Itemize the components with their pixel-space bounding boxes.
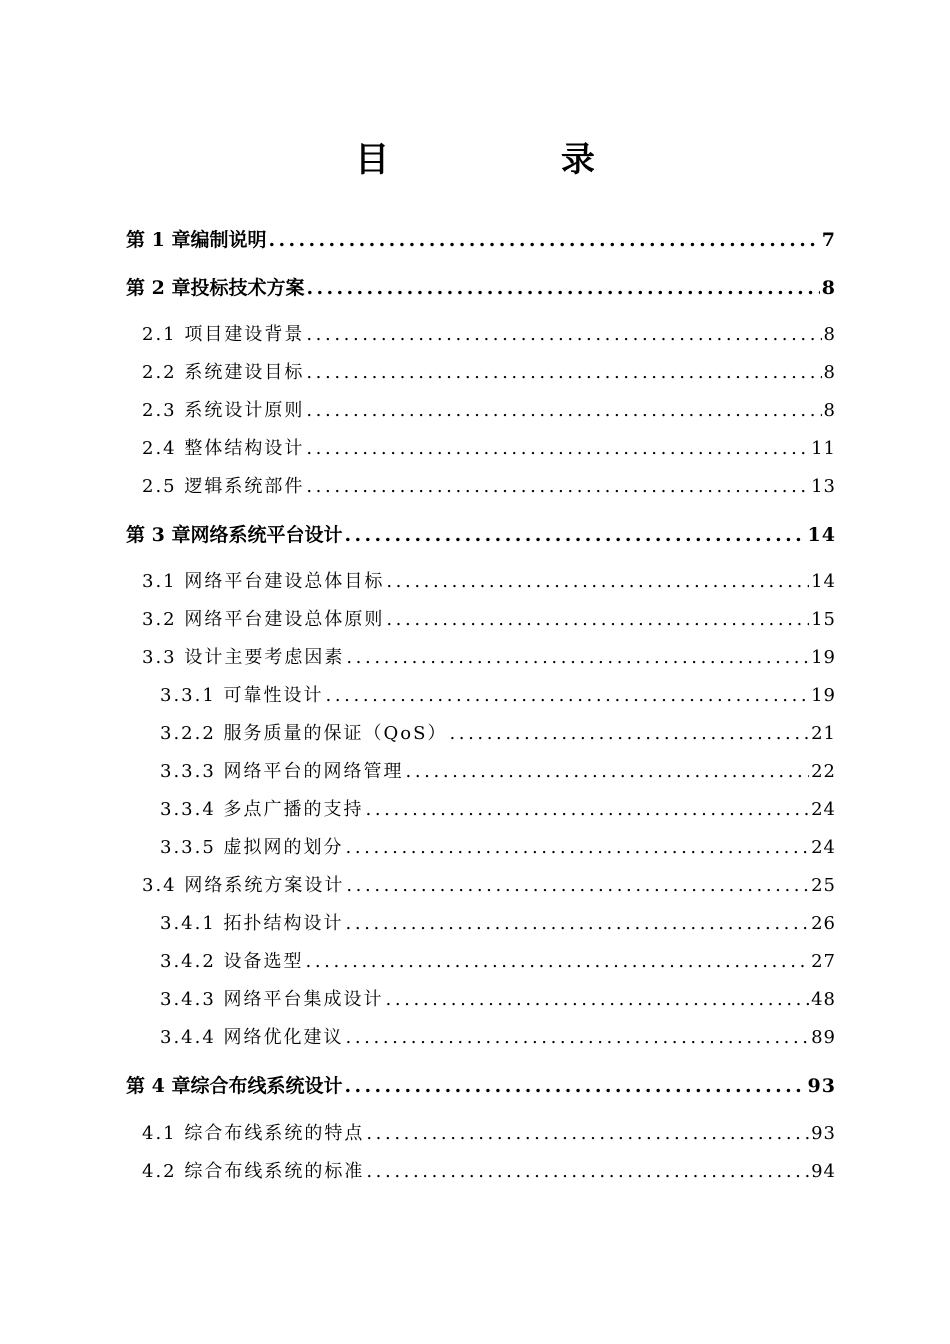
toc-dot-leader bbox=[306, 396, 821, 426]
toc-entry-label: 3.2.2 服务质量的保证（QoS） bbox=[160, 723, 448, 744]
toc-entry[interactable] bbox=[126, 1071, 836, 1101]
toc-dot-leader bbox=[346, 643, 809, 673]
toc-dot-leader bbox=[346, 1023, 810, 1053]
toc-dot-leader bbox=[346, 833, 810, 863]
toc-entry-page-number: 8 bbox=[823, 362, 836, 383]
toc-entry-label: 3.3.4 多点广播的支持 bbox=[160, 799, 364, 820]
toc-entry[interactable] bbox=[160, 1023, 836, 1053]
toc-entry-label: 3.4.1 拓扑结构设计 bbox=[160, 913, 344, 934]
toc-entry-page-number: 21 bbox=[811, 723, 836, 744]
toc-entry-page-number: 11 bbox=[811, 438, 836, 459]
toc-entry-page-number: 7 bbox=[821, 229, 836, 251]
toc-dot-leader bbox=[306, 472, 809, 502]
toc-entry[interactable] bbox=[142, 434, 836, 464]
toc-entry-page-number: 94 bbox=[811, 1161, 836, 1182]
toc-entry[interactable] bbox=[142, 567, 836, 597]
toc-entry-page-number: 19 bbox=[811, 647, 836, 668]
toc-entry-page-number: 93 bbox=[811, 1123, 836, 1144]
toc-dot-leader bbox=[344, 520, 805, 550]
toc-dot-leader bbox=[366, 1157, 809, 1187]
toc-entry-label: 3.1 网络平台建设总体目标 bbox=[142, 571, 385, 592]
toc-entry[interactable] bbox=[160, 909, 836, 939]
toc-entry-label: 第 3 章网络系统平台设计 bbox=[126, 524, 343, 546]
toc-title: 目 录 bbox=[355, 140, 675, 180]
toc-dot-leader bbox=[306, 320, 821, 350]
toc-dot-leader bbox=[366, 1119, 809, 1149]
toc-entry-label: 第 2 章投标技术方案 bbox=[126, 277, 305, 299]
toc-entry-label: 2.1 项目建设背景 bbox=[142, 324, 305, 345]
toc-dot-leader bbox=[268, 225, 819, 255]
toc-dot-leader bbox=[406, 757, 810, 787]
toc-dot-leader bbox=[449, 719, 809, 749]
toc-entry-page-number: 48 bbox=[811, 989, 836, 1010]
toc-entry[interactable] bbox=[126, 225, 836, 255]
toc-entry[interactable] bbox=[142, 358, 836, 388]
toc-entry[interactable] bbox=[142, 1119, 836, 1149]
toc-entry-page-number: 19 bbox=[811, 685, 836, 706]
toc-entry-label: 2.3 系统设计原则 bbox=[142, 400, 305, 421]
toc-entry[interactable] bbox=[160, 833, 836, 863]
toc-dot-leader bbox=[344, 1071, 805, 1101]
toc-entry-label: 第 4 章综合布线系统设计 bbox=[126, 1075, 343, 1097]
toc-entry[interactable] bbox=[142, 1157, 836, 1187]
toc-entry-page-number: 8 bbox=[823, 400, 836, 421]
toc-entry[interactable] bbox=[142, 643, 836, 673]
toc-entry-page-number: 26 bbox=[811, 913, 836, 934]
toc-entry-page-number: 22 bbox=[811, 761, 836, 782]
toc-entry[interactable] bbox=[126, 520, 836, 550]
toc-entry-label: 3.2 网络平台建设总体原则 bbox=[142, 609, 385, 630]
toc-dot-leader bbox=[326, 681, 810, 711]
toc-entry-page-number: 8 bbox=[821, 277, 836, 299]
toc-entry-page-number: 25 bbox=[811, 875, 836, 896]
toc-entry-label: 3.4.2 设备选型 bbox=[160, 951, 304, 972]
toc-entry-label: 4.2 综合布线系统的标准 bbox=[142, 1161, 365, 1182]
toc-entry-page-number: 89 bbox=[811, 1027, 836, 1048]
toc-entry[interactable] bbox=[160, 947, 836, 977]
toc-entry[interactable] bbox=[160, 757, 836, 787]
toc-entry-page-number: 13 bbox=[811, 476, 836, 497]
toc-dot-leader bbox=[386, 567, 809, 597]
toc-entry-page-number: 15 bbox=[811, 609, 836, 630]
toc-entry-label: 3.3 设计主要考虑因素 bbox=[142, 647, 345, 668]
toc-dot-leader bbox=[346, 871, 809, 901]
toc-entry-label: 第 1 章编制说明 bbox=[126, 229, 267, 251]
toc-dot-leader bbox=[306, 947, 810, 977]
toc-entry[interactable] bbox=[142, 605, 836, 635]
toc-entry-page-number: 27 bbox=[811, 951, 836, 972]
toc-dot-leader bbox=[386, 985, 810, 1015]
toc-entry[interactable] bbox=[160, 795, 836, 825]
toc-entry-label: 3.4.3 网络平台集成设计 bbox=[160, 989, 384, 1010]
toc-entry-label: 3.3.1 可靠性设计 bbox=[160, 685, 324, 706]
toc-entry-label: 3.3.5 虚拟网的划分 bbox=[160, 837, 344, 858]
toc-entry-label: 3.3.3 网络平台的网络管理 bbox=[160, 761, 404, 782]
toc-entry-page-number: 24 bbox=[811, 799, 836, 820]
toc-entry-page-number: 93 bbox=[807, 1075, 836, 1097]
toc-dot-leader bbox=[306, 434, 809, 464]
toc-entry-page-number: 14 bbox=[807, 524, 836, 546]
toc-entry-label: 4.1 综合布线系统的特点 bbox=[142, 1123, 365, 1144]
toc-entry[interactable] bbox=[142, 320, 836, 350]
toc-entry[interactable] bbox=[160, 681, 836, 711]
toc-entry-label: 3.4 网络系统方案设计 bbox=[142, 875, 345, 896]
toc-dot-leader bbox=[366, 795, 810, 825]
toc-entry-label: 2.2 系统建设目标 bbox=[142, 362, 305, 383]
toc-entry[interactable] bbox=[126, 273, 836, 303]
toc-entry-page-number: 24 bbox=[811, 837, 836, 858]
toc-entry[interactable] bbox=[142, 472, 836, 502]
toc-dot-leader bbox=[306, 273, 819, 303]
toc-dot-leader bbox=[386, 605, 809, 635]
toc-entry-label: 2.4 整体结构设计 bbox=[142, 438, 305, 459]
toc-entry-page-number: 14 bbox=[811, 571, 836, 592]
toc-entry[interactable] bbox=[142, 396, 836, 426]
toc-entry-page-number: 8 bbox=[823, 324, 836, 345]
toc-entry[interactable] bbox=[160, 719, 836, 749]
toc-dot-leader bbox=[306, 358, 821, 388]
toc-entry[interactable] bbox=[142, 871, 836, 901]
toc-dot-leader bbox=[346, 909, 810, 939]
toc-entry-label: 3.4.4 网络优化建议 bbox=[160, 1027, 344, 1048]
toc-entry-label: 2.5 逻辑系统部件 bbox=[142, 476, 305, 497]
toc-entry[interactable] bbox=[160, 985, 836, 1015]
